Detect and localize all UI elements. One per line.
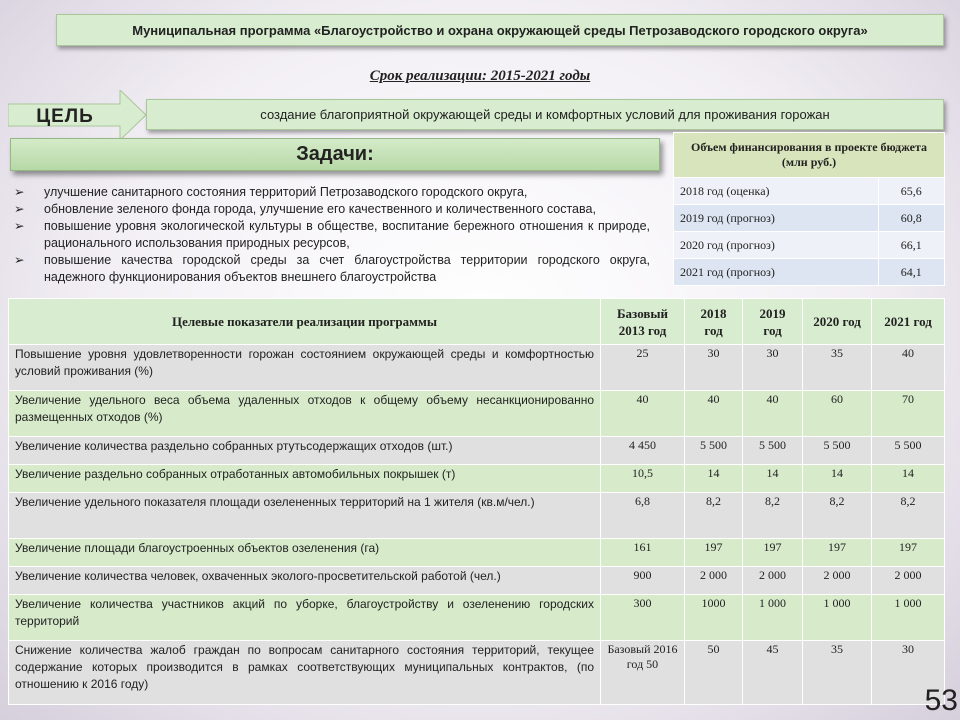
- table-cell: 10,5: [601, 465, 685, 493]
- table-cell: 2021 год (прогноз): [674, 259, 879, 286]
- table-cell: 161: [601, 539, 685, 567]
- table-cell: 35: [803, 345, 872, 391]
- tasks-list: [14, 184, 650, 286]
- table-cell: 2020 год (прогноз): [674, 232, 879, 259]
- table-cell: 40: [601, 391, 685, 437]
- table-row: [9, 493, 945, 539]
- table-cell: 2019 год (прогноз): [674, 205, 879, 232]
- table-cell: 1 000: [803, 595, 872, 641]
- table-cell: 8,2: [685, 493, 743, 539]
- table-cell: 5 500: [685, 437, 743, 465]
- table-cell: 2 000: [872, 567, 945, 595]
- table-row: [9, 437, 945, 465]
- table-cell: Увеличение удельного показателя площади озелененных территорий на 1 жителя (кв.м/чел.): [9, 493, 601, 539]
- table-cell: 14: [803, 465, 872, 493]
- table-row: [9, 539, 945, 567]
- table-cell: 64,1: [878, 259, 944, 286]
- table-cell: 30: [743, 345, 803, 391]
- table-cell: 65,6: [878, 178, 944, 205]
- table-cell: Повышение уровня удовлетворенности горожан состоянием окружающей среды и комфортностью условий проживания (%): [9, 345, 601, 391]
- table-cell: Увеличение удельного веса объема удаленных отходов к общему объему несанкционированно размещенных отходов (%): [9, 391, 601, 437]
- table-cell: 197: [803, 539, 872, 567]
- table-cell: 2 000: [743, 567, 803, 595]
- table-cell: 8,2: [872, 493, 945, 539]
- table-cell: 25: [601, 345, 685, 391]
- tasks-heading: Задачи:: [10, 138, 660, 171]
- program-title: Муниципальная программа «Благоустройство и охрана окружающей среды Петрозаводского городского округа»: [56, 14, 944, 46]
- table-cell: 300: [601, 595, 685, 641]
- table-cell: 50: [685, 641, 743, 705]
- table-row: [674, 232, 945, 259]
- table-cell: 900: [601, 567, 685, 595]
- table-cell: 6,8: [601, 493, 685, 539]
- funding-table: [673, 132, 945, 286]
- table-cell: 35: [803, 641, 872, 705]
- table-cell: 70: [872, 391, 945, 437]
- period-heading: Срок реализации: 2015-2021 годы: [369, 68, 591, 84]
- table-cell: 40: [743, 391, 803, 437]
- table-cell: 60,8: [878, 205, 944, 232]
- table-row: [9, 641, 945, 705]
- goal-label: ЦЕЛЬ: [36, 106, 94, 127]
- task-item: ➢ обновление зеленого фонда города, улучшение его качественного и количественного состава,: [14, 201, 650, 218]
- table-row: [9, 391, 945, 437]
- table-row: [674, 205, 945, 232]
- table-cell: 5 500: [743, 437, 803, 465]
- table-cell: 197: [685, 539, 743, 567]
- table-cell: 66,1: [878, 232, 944, 259]
- table-cell: 2021 год: [872, 299, 945, 345]
- table-cell: 60: [803, 391, 872, 437]
- table-row: [9, 595, 945, 641]
- table-cell: Базовый 2016 год 50: [601, 641, 685, 705]
- table-cell: Увеличение количества раздельно собранных ртутьсодержащих отходов (шт.): [9, 437, 601, 465]
- table-cell: 4 450: [601, 437, 685, 465]
- table-row: [9, 465, 945, 493]
- table-cell: 2018 год (оценка): [674, 178, 879, 205]
- table-row: [9, 567, 945, 595]
- table-cell: Базовый 2013 год: [601, 299, 685, 345]
- table-cell: 14: [743, 465, 803, 493]
- table-cell: 14: [872, 465, 945, 493]
- table-cell: 2018 год: [685, 299, 743, 345]
- table-cell: 8,2: [803, 493, 872, 539]
- table-cell: 197: [872, 539, 945, 567]
- table-cell: 45: [743, 641, 803, 705]
- table-cell: 40: [685, 391, 743, 437]
- table-cell: Увеличение площади благоустроенных объектов озеленения (га): [9, 539, 601, 567]
- table-cell: 5 500: [872, 437, 945, 465]
- table-cell: Увеличение количества участников акций по уборке, благоустройству и озеленению городских территорий: [9, 595, 601, 641]
- table-cell: 8,2: [743, 493, 803, 539]
- table-cell: Увеличение количества человек, охваченных эколого-просветительской работой (чел.): [9, 567, 601, 595]
- table-row: [9, 345, 945, 391]
- task-item: ➢ повышение уровня экологической культуры в обществе, воспитание бережного отношения к природе, рационального использования природных ресурсов,: [14, 218, 650, 252]
- goal-text: создание благоприятной окружающей среды и комфортных условий для проживания горожан: [146, 99, 944, 130]
- table-cell: 197: [743, 539, 803, 567]
- table-cell: Снижение количества жалоб граждан по вопросам санитарного состояния территорий, текущее содержание которых производится в рамках соответствующих муниципальных контрактов, (по отношению к 2016 году): [9, 641, 601, 705]
- table-cell: 5 500: [803, 437, 872, 465]
- table-cell: 1 000: [872, 595, 945, 641]
- table-cell: 2 000: [685, 567, 743, 595]
- table-row: [674, 259, 945, 286]
- table-cell: Увеличение раздельно собранных отработанных автомобильных покрышек (т): [9, 465, 601, 493]
- table-cell: 2020 год: [803, 299, 872, 345]
- task-item: ➢ повышение качества городской среды за счет благоустройства территории городского округа, надежного функционирования объектов внешнего благоустройства: [14, 252, 650, 286]
- table-cell: 1000: [685, 595, 743, 641]
- table-cell: Целевые показатели реализации программы: [9, 299, 601, 345]
- table-cell: 2019 год: [743, 299, 803, 345]
- table-cell: 14: [685, 465, 743, 493]
- page-number: 53: [924, 684, 958, 717]
- table-cell: 30: [872, 641, 945, 705]
- table-cell: 2 000: [803, 567, 872, 595]
- table-cell: 30: [685, 345, 743, 391]
- indicators-table: [8, 298, 945, 705]
- funding-header: Объем финансирования в проекте бюджета (млн руб.): [674, 133, 945, 178]
- table-cell: 40: [872, 345, 945, 391]
- task-item: ➢ улучшение санитарного состояния территорий Петрозаводского городского округа,: [14, 184, 650, 201]
- table-row: [674, 178, 945, 205]
- table-cell: 1 000: [743, 595, 803, 641]
